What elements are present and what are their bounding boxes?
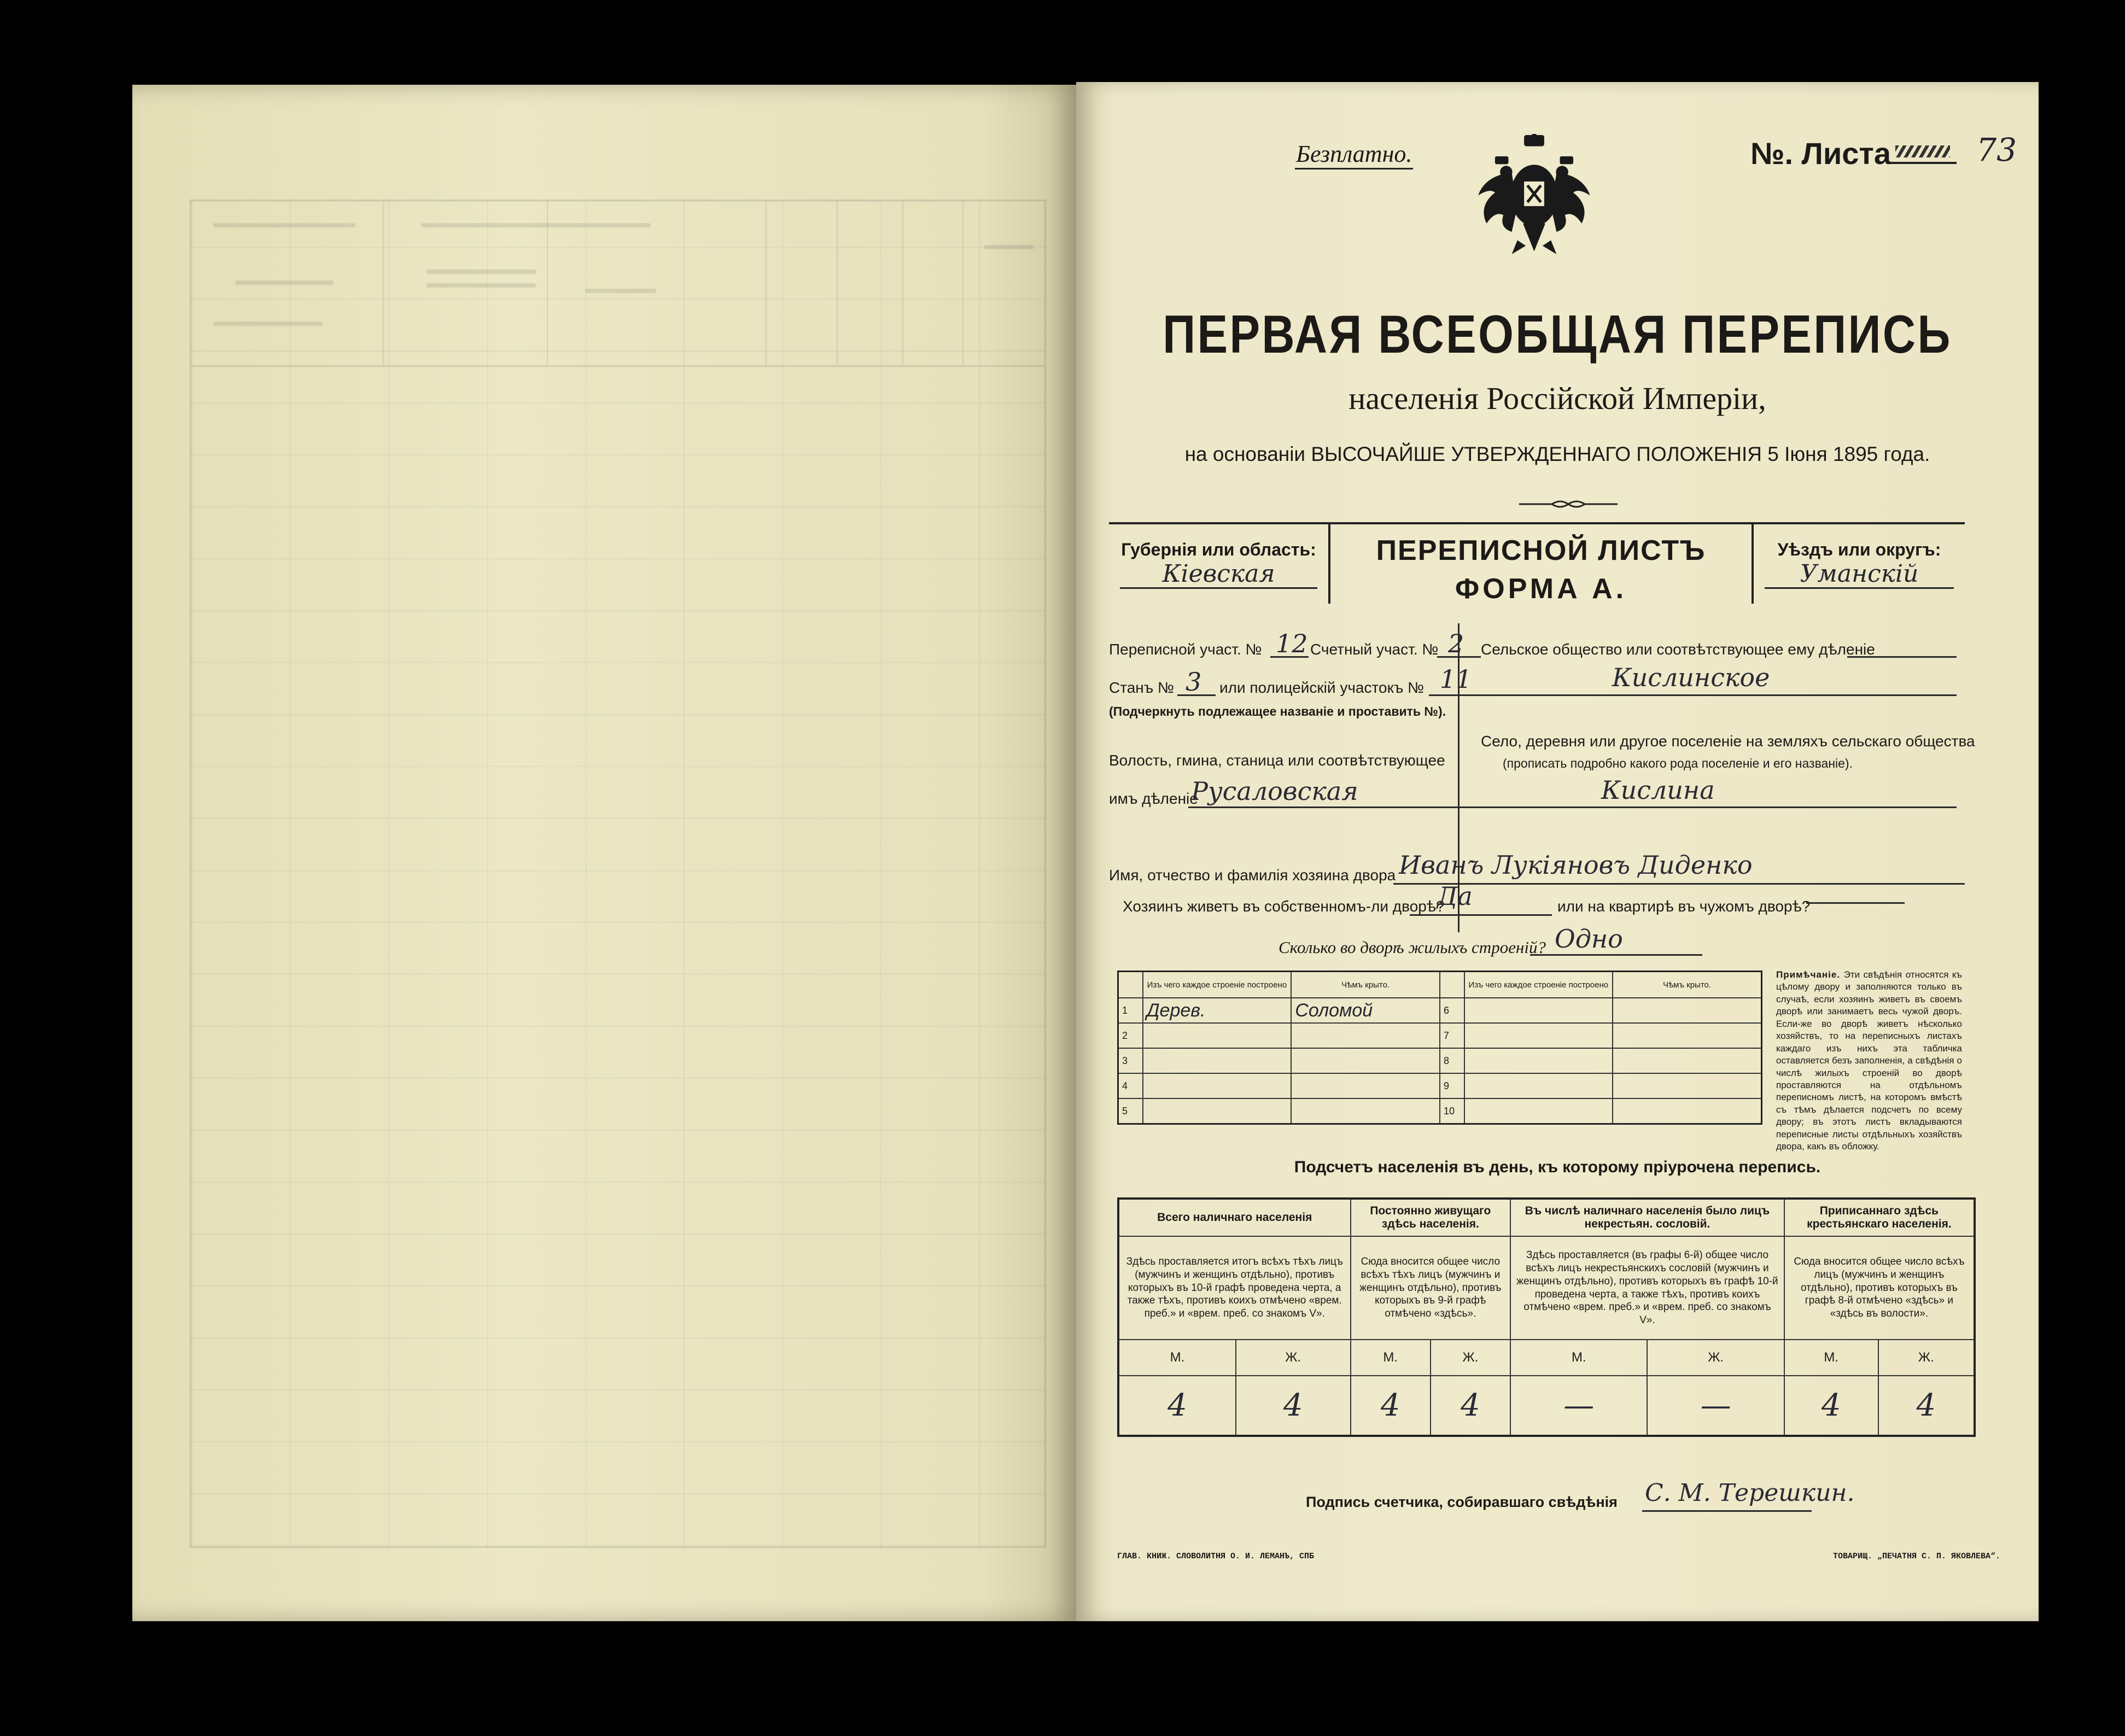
count-desc-row [1118,1236,1975,1340]
note-block [1776,969,1962,1153]
row-number: 8 [1440,1048,1464,1073]
form-subtitle: населенія Россійской Имперіи, [1348,381,1766,416]
population-count-table [1117,1197,1976,1437]
ghost-text [427,283,536,288]
col-total-present: Всего наличнаго населенія [1118,1199,1351,1236]
police-district-line [1429,694,1481,696]
owner-value: Иванъ Лукіяновъ Диденко [1399,850,1753,880]
society-line-b [1481,694,1957,696]
registered-peasant-male: 4 [1784,1376,1878,1436]
note-text: Эти свѣдѣнія относятся къ цѣлому двору и заполняются только въ случаѣ, если хозяинъ живетъ въ своемъ дворѣ или занимаетъ весь чужой дворъ. Если-же во дворѣ живетъ нѣсколько хозяйствъ, то на переписныхъ листахъ каждаго изъ нихъ эта табличка оставляется безъ заполненія, а свѣдѣнія о числѣ жилыхъ строеній во дворѣ проставляются на отдѣльномъ переписномъ листѣ, на которомъ вмѣстѣ съ тѣмъ дѣлается подсчетъ по всему двору; въ этотъ листъ вкладываются переписные листы отдѣльныхъ хозяйствъ двора, какъ въ обложку. [1776,969,1962,1152]
sheet-number-value: 73 [1976,131,2017,168]
own-yard-label: Хозяинъ живетъ въ собственномъ-ли дворѣ? [1123,898,1445,915]
table-row [1118,998,1762,1023]
stan-value: 3 [1186,667,1202,697]
signature-label: Подпись счетчика, собиравшаго свѣдѣнія [1306,1494,1618,1510]
count-sex-row [1118,1340,1975,1376]
ghost-text [235,280,334,285]
table-row [1118,1073,1762,1098]
gubernia-label: Губернія или область: [1121,540,1316,559]
society-value: Кислинское [1612,663,1770,692]
female-label: Ж. [1878,1340,1975,1376]
police-district-value: 11 [1440,664,1472,694]
volost-value: Русаловская [1191,776,1358,806]
table-row [1118,1098,1762,1124]
buildings-table-header [1118,972,1762,998]
printer-left: ГЛАВ. КНИЖ. СЛОВОЛИТНЯ О. И. ЛЕМАНЪ, СПБ [1117,1552,1315,1561]
col-roof-2: Чѣмъ крыто. [1613,972,1761,998]
row-number: 5 [1118,1098,1143,1124]
ghost-text [984,245,1034,249]
row-number: 7 [1440,1023,1464,1048]
male-label: М. [1510,1340,1647,1376]
row-number: 9 [1440,1073,1464,1098]
form-subtitle-a: ФОРМА А. [1455,573,1627,605]
ghost-col [837,201,838,365]
count-values-row [1118,1376,1975,1436]
police-district-label: или полицейскій участокъ № [1219,679,1425,696]
male-label: М. [1118,1340,1236,1376]
row-number: 2 [1118,1023,1143,1048]
volost-label-1: Волость, гмина, станица или соотвѣтствующее [1109,752,1445,769]
female-label: Ж. [1431,1340,1510,1376]
own-yard-line [1410,914,1552,916]
crossed-out-number [1891,143,1957,164]
sheet-number-label: №. Листа [1750,136,1891,171]
permanent-female: 4 [1431,1376,1510,1436]
census-district-label: Переписной участ. № [1109,641,1262,658]
ghost-text [213,223,355,227]
roof-cell: Соломой [1291,998,1440,1023]
gubernia-line [1120,587,1317,589]
count-district-value: 2 [1448,629,1464,658]
non-peasant-female: — [1647,1376,1784,1436]
owner-line [1393,883,1965,885]
gubernia-value: Кіевская [1162,560,1275,588]
signature-value: С. М. Терешкин. [1645,1479,1855,1507]
permanent-male: 4 [1351,1376,1431,1436]
desc-registered-peasant: Сюда вносится общее число всѣхъ лицъ (мужчинъ и женщинъ отдѣльно), противъ которыхъ въ графѣ 8-й отмѣчено «здѣсь» и «здѣсь въ волости». [1784,1236,1975,1340]
row-number: 1 [1118,998,1143,1023]
village-value: Кислина [1601,775,1715,805]
uezd-label: Уѣздъ или округъ: [1777,540,1941,559]
bleed-through-table [190,200,1046,1548]
ghost-text [585,289,656,293]
ghost-text [421,223,651,227]
buildings-label: Сколько во дворѣ жилыхъ строеній? [1278,938,1546,957]
male-label: М. [1784,1340,1878,1376]
table-row [1118,1023,1762,1048]
double-headed-eagle-emblem [1478,134,1590,257]
col-material-2: Изъ чего каждое строеніе построено [1464,972,1613,998]
total-present-male: 4 [1118,1376,1236,1436]
ghost-col [902,201,903,365]
male-label: М. [1351,1340,1431,1376]
table-row [1118,1048,1762,1073]
uezd-line [1765,587,1954,589]
female-label: Ж. [1647,1340,1784,1376]
count-district-label: Счетный участ. № [1310,641,1439,658]
society-label: Сельское общество или соотвѣтствующее ему дѣленіе [1481,641,1875,658]
desc-non-peasant: Здѣсь проставляется (въ графы 6-й) общее число всѣхъ лицъ некрестьянскихъ сословій (мужчинъ и женщинъ отдѣльно), противъ которыхъ въ графѣ 10-й проведена черта, а также тѣхъ, противъ коихъ отмѣчено «врем. преб.» и «врем. преб. со знакомъ V». [1510,1236,1784,1340]
row-number: 6 [1440,998,1464,1023]
form-main-title: ПЕРВАЯ ВСЕОБЩАЯ ПЕРЕПИСЬ [1163,304,1952,364]
underline-note: (Подчеркнуть подлежащее названіе и проставить №). [1109,704,1446,718]
row-number: 10 [1440,1098,1464,1124]
row-number: 4 [1118,1073,1143,1098]
uezd-box [1752,524,1965,604]
census-district-value: 12 [1276,629,1308,658]
printer-right: ТОВАРИЩ. „ПЕЧАТНЯ С. П. ЯКОВЛЕВА“. [1832,1552,2000,1561]
col-material: Изъ чего каждое строеніе построено [1143,972,1292,998]
uezd-value: Уманскій [1800,560,1919,588]
volost-line [1188,806,1481,808]
ghost-col [766,201,767,365]
village-label: Село, деревня или другое поселеніе на земляхъ сельскаго общества [1481,733,1975,750]
ghost-text [427,270,536,274]
free-label: Безплатно. [1295,140,1413,169]
col-permanent: Постоянно живущаго здѣсь населенія. [1351,1199,1511,1236]
village-note: (прописать подробно какого рода поселеніе и его названіе). [1503,756,1853,770]
material-cell: Дерев. [1143,998,1292,1023]
gubernia-box [1109,524,1330,604]
stan-label: Станъ № [1109,679,1175,696]
left-page [132,85,1077,1621]
ghost-text [213,322,323,326]
non-peasant-male: — [1510,1376,1647,1436]
buildings-line [1530,954,1702,956]
header-boxes [1109,522,1965,604]
village-line [1481,806,1957,808]
volost-label-2: имъ дѣленіе [1109,790,1198,807]
form-title: ПЕРЕПИСНОЙ ЛИСТЪ [1376,535,1706,566]
ghost-col [962,201,964,365]
bleed-through-header [191,201,1044,367]
population-count-title: Подсчетъ населенія въ день, къ которому пріурочена перепись. [1294,1158,1821,1176]
form-title-box [1330,524,1752,604]
ornament-divider [1519,499,1618,510]
col-roof: Чѣмъ крыто. [1291,972,1440,998]
total-present-female: 4 [1236,1376,1351,1436]
col-registered-peasant: Приписаннаго здѣсь крестьянскаго населенія. [1784,1199,1975,1236]
own-yard-value: Да [1437,881,1473,911]
desc-total-present: Здѣсь проставляется итогъ всѣхъ тѣхъ лицъ (мужчинъ и женщинъ отдѣльно), противъ которыхъ въ 10-й графѣ проведена черта, а также тѣхъ, противъ коихъ отмѣчено «врем. преб.» и «врем. преб. со знакомъ V». [1118,1236,1351,1340]
desc-permanent: Сюда вносится общее число всѣхъ тѣхъ лицъ (мужчинъ и женщинъ отдѣльно), противъ которыхъ въ 9-й графѣ отмѣчено «здѣсь». [1351,1236,1511,1340]
registered-peasant-female: 4 [1878,1376,1975,1436]
rented-line [1806,902,1905,904]
note-title: Примѣчаніе. [1776,969,1841,980]
legal-basis: на основаніи ВЫСОЧАЙШЕ УТВЕРЖДЕННАГО ПОЛОЖЕНІЯ 5 Іюня 1895 года. [1184,443,1930,465]
society-line-a [1847,656,1957,658]
sheet-number [1750,136,1957,171]
buildings-table [1117,971,1762,1125]
row-number: 3 [1118,1048,1143,1073]
signature-line [1642,1510,1812,1512]
col-non-peasant: Въ числѣ наличнаго населенія было лицъ некрестьян. сословій. [1510,1199,1784,1236]
buildings-value: Одно [1555,924,1623,954]
count-header-row [1118,1199,1975,1236]
census-form-page [1076,82,2039,1621]
rented-label: или на квартирѣ въ чужомъ дворѣ? [1557,898,1811,915]
owner-label: Имя, отчество и фамилія хозяина двора [1109,867,1396,884]
female-label: Ж. [1236,1340,1351,1376]
ghost-col [383,201,384,365]
